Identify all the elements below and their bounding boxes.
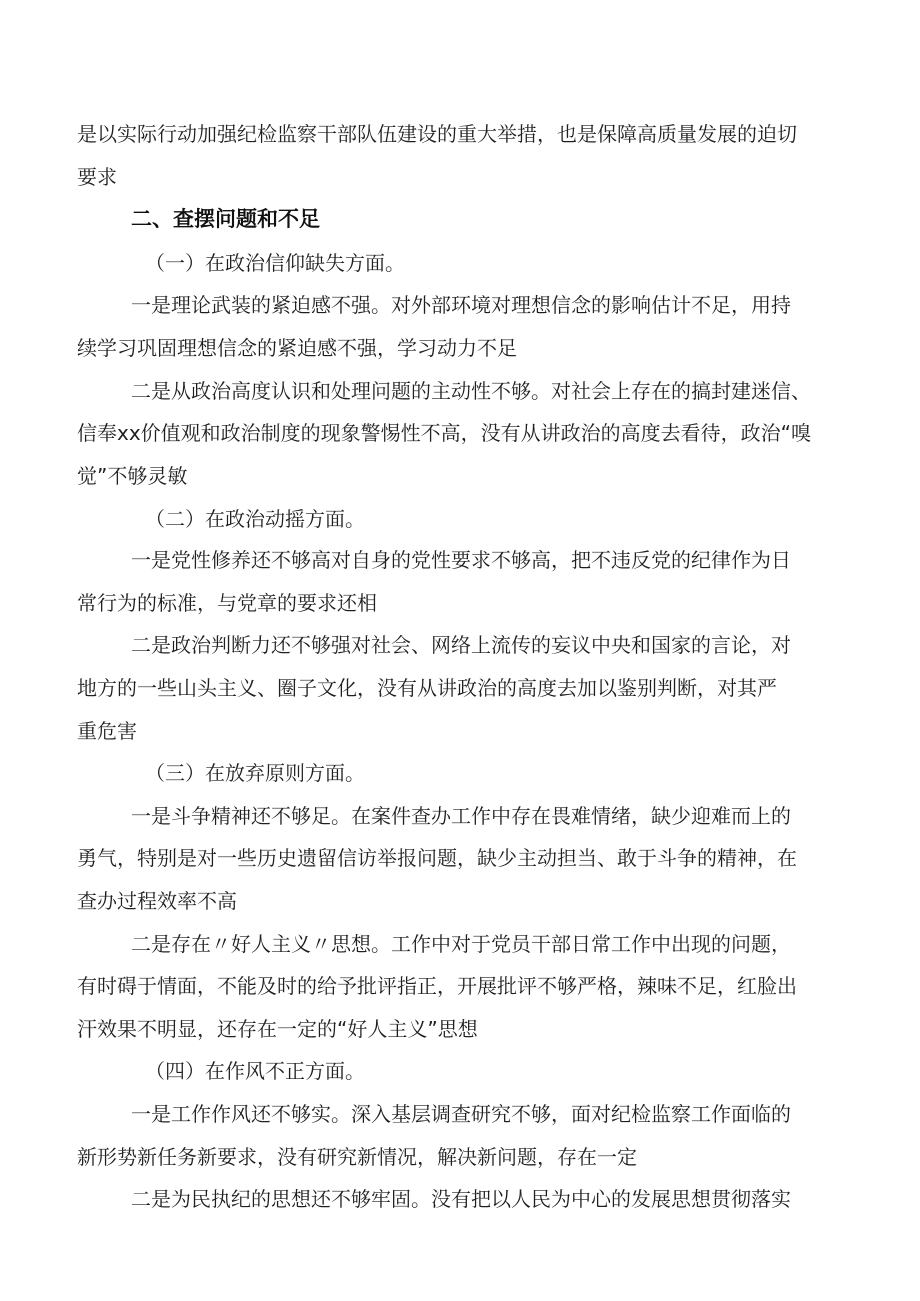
subsection-heading: （一）在政治信仰缺失方面。 bbox=[145, 251, 405, 275]
section-heading: 二、查摆问题和不足 bbox=[131, 207, 320, 231]
paragraph-line: 查办过程效率不高 bbox=[77, 889, 237, 913]
paragraph-line: 常行为的标准，与党章的要求还相 bbox=[77, 591, 377, 615]
paragraph-line: 一是理论武装的紧迫感不强。对外部环境对理想信念的影响估计不足，用持 bbox=[131, 293, 791, 317]
subsection-heading: （二）在政治动摇方面。 bbox=[145, 507, 365, 531]
paragraph-line: 二是政治判断力还不够强对社会、网络上流传的妄议中央和国家的言论，对 bbox=[131, 633, 791, 657]
paragraph-line: 二是存在〃好人主义〃思想。工作中对于党员干部日常工作中出现的问题， bbox=[131, 932, 791, 956]
paragraph-line: 要求 bbox=[77, 165, 117, 189]
paragraph-line: 二是为民执纪的思想还不够牢固。没有把以人民为中心的发展思想贯彻落实 bbox=[131, 1187, 791, 1211]
paragraph-line: 汗效果不明显，还存在一定的“好人主义”思想 bbox=[77, 1017, 478, 1041]
paragraph-line: 重危害 bbox=[77, 719, 137, 743]
paragraph-line: 二是从政治高度认识和处理问题的主动性不够。对社会上存在的搞封建迷信、 bbox=[131, 379, 811, 403]
subsection-heading: （四）在作风不正方面。 bbox=[145, 1059, 365, 1083]
paragraph-line: 一是斗争精神还不够足。在案件查办工作中存在畏难情绪，缺少迎难而上的 bbox=[131, 804, 791, 828]
paragraph-line: 勇气，特别是对一些历史遗留信访举报问题，缺少主动担当、敢于斗争的精神，在 bbox=[77, 846, 797, 870]
paragraph-line: 一是工作作风还不够实。深入基层调查研究不够，面对纪检监察工作面临的 bbox=[131, 1102, 791, 1126]
subsection-heading: （三）在放弃原则方面。 bbox=[145, 761, 365, 785]
paragraph-line: 一是党性修养还不够高对自身的党性要求不够高，把不违反党的纪律作为日 bbox=[131, 548, 791, 572]
paragraph-line: 有时碍于情面，不能及时的给予批评指正，开展批评不够严格，辣味不足，红脸出 bbox=[77, 974, 797, 998]
paragraph-line: 新形势新任务新要求，没有研究新情况，解决新问题，存在一定 bbox=[77, 1145, 637, 1169]
paragraph-line: 觉”不够灵敏 bbox=[77, 464, 188, 488]
paragraph-line: 续学习巩固理想信念的紧迫感不强，学习动力不足 bbox=[77, 336, 517, 360]
paragraph-line: 信奉xx价值观和政治制度的现象警惕性不高，没有从讲政治的高度去看待，政治“嗅 bbox=[77, 421, 812, 445]
paragraph-line: 地方的一些山头主义、圈子文化，没有从讲政治的高度去加以鉴别判断，对其严 bbox=[77, 676, 777, 700]
paragraph-line: 是以实际行动加强纪检监察干部队伍建设的重大举措，也是保障高质量发展的迫切 bbox=[77, 122, 797, 146]
